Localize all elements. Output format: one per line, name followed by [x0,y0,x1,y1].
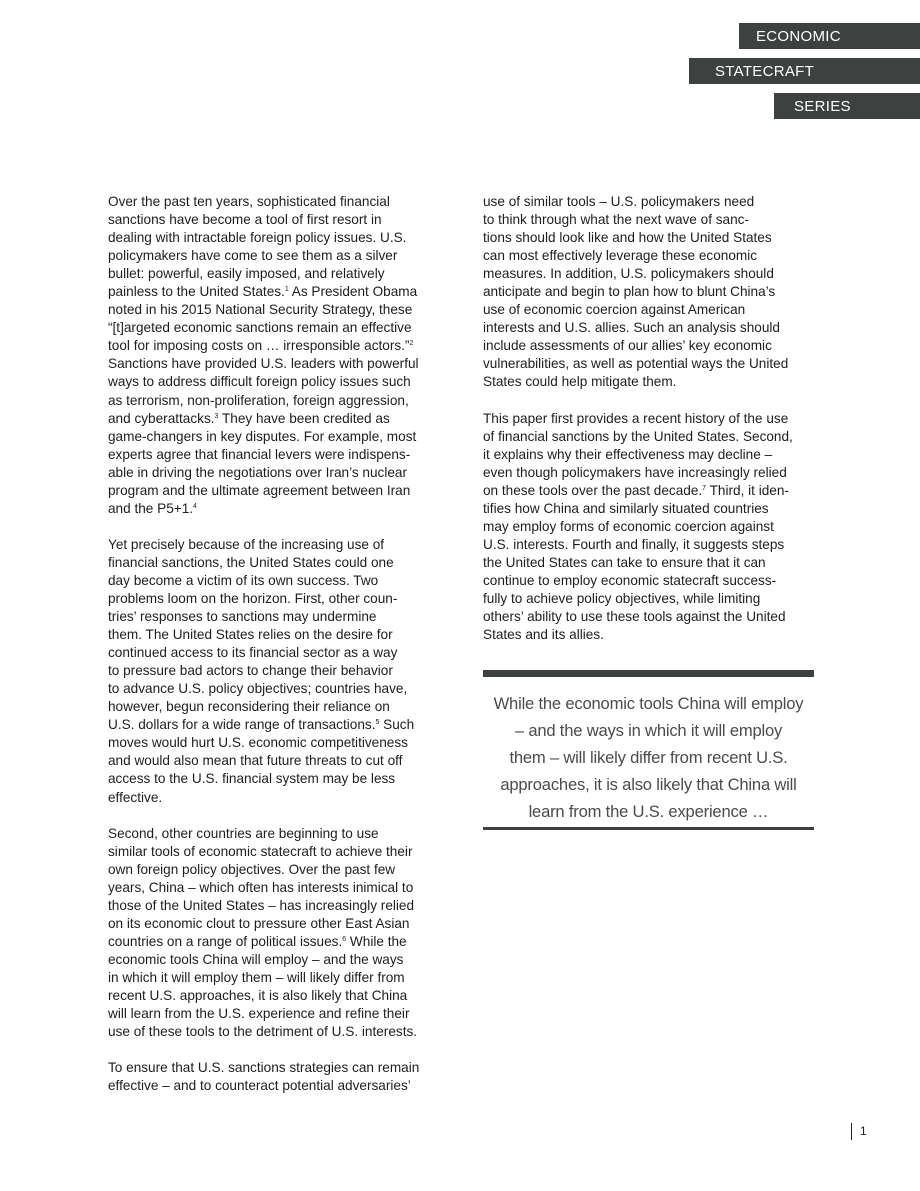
text-line [108,554,460,572]
footnote-marker: 2 [409,340,414,348]
text-line [483,301,829,319]
line-text: ways to address difficult foreign policy issues such [108,374,411,390]
line-text: access to the U.S. financial system may be less [108,771,396,787]
text-line [108,879,460,897]
text-line [483,410,829,428]
text-line [483,572,829,590]
line-text: bullet: powerful, easily imposed, and relatively [108,266,385,282]
text-line [108,608,460,626]
line-text: those of the United States – has increasingly relied [108,897,415,913]
text-line [483,536,829,554]
text-line [108,734,460,752]
text-line [108,626,460,644]
footnote-marker: 7 [702,484,707,492]
text-line [108,1077,460,1095]
pull-quote [483,670,814,830]
paragraph [108,825,460,1042]
line-text: of financial sanctions by the United States. Second, [483,428,793,444]
line-text: policymakers have come to see them as a silver [108,248,398,264]
text-line [108,662,460,680]
line-text: on its economic clout to pressure other East Asian [108,915,410,931]
line-text: Sanctions have provided U.S. leaders with powerful [108,356,419,372]
text-line [108,1023,460,1041]
text-line [483,590,829,608]
text-line [483,464,829,482]
text-line [483,229,829,247]
line-text: program and the ultimate agreement between Iran [108,482,411,498]
pull-quote-line: approaches, it is also likely that China will [500,775,797,794]
text-line [108,410,460,428]
line-text: to advance U.S. policy objectives; countries have, [108,681,408,697]
footnote-marker: 4 [193,502,197,510]
text-line [108,229,460,247]
line-text: States and its allies. [483,627,604,643]
text-line [108,247,460,265]
line-text-continuation: Such [379,717,415,733]
text-line [483,500,829,518]
line-text: and cyberattacks. [108,410,215,426]
text-line [108,915,460,933]
pull-quote-line: learn from the U.S. experience … [528,802,769,821]
line-text: can most effectively leverage these economic [483,248,758,264]
line-text: tries’ responses to sanctions may undermine [108,609,377,625]
line-text: effective. [108,789,163,805]
text-line [108,392,460,410]
line-text: vulnerabilities, as well as potential ways the United [483,356,789,372]
line-text: game-changers in key disputes. For example, most [108,428,417,444]
text-line [108,1059,460,1077]
line-text: U.S. interests. Fourth and finally, it suggests steps [483,536,785,552]
line-text: it explains why their effectiveness may decline – [483,446,773,462]
series-tag-economic: ECONOMIC [739,23,920,49]
line-text: to think through what the next wave of sanc- [483,212,749,228]
line-text: tions should look like and how the United States [483,230,772,246]
footnote-marker: 5 [375,719,380,727]
text-line [108,536,460,554]
line-text: noted in his 2015 National Security Strategy, these [108,302,413,318]
line-text: “[t]argeted economic sanctions remain an effective [108,320,412,336]
text-line [483,319,829,337]
line-text: painless to the United States. [108,284,285,300]
line-text-continuation: They have been credited as [218,410,390,426]
text-line [108,319,460,337]
text-line [108,770,460,788]
line-text: To ensure that U.S. sanctions strategies can remain [108,1060,420,1076]
line-text: countries on a range of political issues. [108,933,343,949]
text-line [108,428,460,446]
text-line [483,446,829,464]
line-text: Second, other countries are beginning to use [108,825,379,841]
line-text: experts agree that financial levers were indispens- [108,446,411,462]
line-text: use of similar tools – U.S. policymakers need [483,194,755,209]
line-text: financial sanctions, the United States could one [108,554,394,570]
text-line [108,825,460,843]
paragraph [108,536,460,807]
text-line [108,680,460,698]
paragraph [108,1059,460,1095]
text-line [108,211,460,229]
line-text: use of economic coercion against American [483,302,746,318]
text-line [483,428,829,446]
series-tag-statecraft: STATECRAFT [689,58,920,84]
footnote-marker: 6 [342,935,347,943]
text-line [483,355,829,373]
text-line [108,752,460,770]
text-line [483,554,829,572]
text-line [108,1005,460,1023]
text-line [108,951,460,969]
line-text: U.S. dollars for a wide range of transactions. [108,717,376,733]
line-text: even though policymakers have increasingly relied [483,464,787,480]
line-text: and would also mean that future threats to cut off [108,753,403,769]
page-number: 1 [851,1123,867,1140]
text-line [108,590,460,608]
line-text: moves would hurt U.S. economic competitiveness [108,735,408,751]
line-text: to pressure bad actors to change their behavior [108,663,393,679]
line-text: fully to achieve policy objectives, while limiting [483,590,761,606]
line-text: Yet precisely because of the increasing use of [108,536,385,552]
line-text: dealing with intractable foreign policy issues. U.S. [108,230,407,246]
line-text: able in driving the negotiations over Iran’s nuclear [108,464,407,480]
paragraph [483,193,829,392]
paragraph [108,193,460,518]
right-text-column [483,193,829,662]
line-text: sanctions have become a tool of first resort in [108,212,382,228]
series-tag-series: SERIES [774,93,920,119]
line-text: Over the past ten years, sophisticated financial [108,194,390,209]
text-line [108,698,460,716]
line-text: however, begun reconsidering their reliance on [108,699,390,715]
line-text-continuation: While the [346,933,407,949]
line-text: may employ forms of economic coercion against [483,518,774,534]
text-line [108,337,460,355]
line-text: anticipate and begin to plan how to blunt China’s [483,284,776,300]
text-line [483,283,829,301]
footnote-marker: 1 [284,286,289,294]
line-text: own foreign policy objectives. Over the past few [108,861,396,877]
line-text: tool for imposing costs on … irresponsible actors.” [108,338,410,354]
text-line [108,644,460,662]
paragraph [483,410,829,645]
text-line [108,373,460,391]
text-line [108,446,460,464]
line-text: This paper first provides a recent history of the use [483,410,789,426]
line-text: recent U.S. approaches, it is also likely that China [108,987,408,1003]
line-text: continue to employ economic statecraft success- [483,572,777,588]
text-line [108,987,460,1005]
line-text: the United States can take to ensure that it can [483,554,766,570]
text-line [483,482,829,500]
line-text: economic tools China will employ – and the ways [108,951,404,967]
line-text: States could help mitigate them. [483,374,677,390]
line-text: interests and U.S. allies. Such an analysis should [483,320,780,336]
line-text: others’ ability to use these tools against the United [483,609,786,625]
line-text-continuation: As President Obama [288,284,418,300]
footnote-marker: 3 [214,412,219,420]
text-line [483,265,829,283]
line-text: will learn from the U.S. experience and refine their [108,1006,410,1022]
line-text: use of these tools to the detriment of U.S. interests. [108,1024,418,1040]
text-line [483,373,829,391]
text-line [108,861,460,879]
text-line [108,355,460,373]
line-text: effective – and to counteract potential adversaries’ [108,1078,411,1094]
text-line [108,464,460,482]
text-line [108,193,460,211]
text-line [108,572,460,590]
text-line [483,626,829,644]
line-text-continuation: Third, it iden- [706,482,789,498]
text-line [108,969,460,987]
text-line [483,337,829,355]
line-text: years, China – which often has interests inimical to [108,879,414,895]
text-line [108,482,460,500]
pull-quote-line: them – will likely differ from recent U.S. [509,748,788,767]
left-text-column [108,193,460,1113]
line-text: continued access to its financial sector as a way [108,645,398,661]
text-line [483,193,829,211]
line-text: day become a victim of its own success. Two [108,572,379,588]
text-line [108,500,460,518]
line-text: on these tools over the past decade. [483,482,703,498]
line-text: in which it will employ them – will likely differ from [108,969,405,985]
text-line [108,789,460,807]
text-line [483,211,829,229]
line-text: problems loom on the horizon. First, other coun- [108,590,398,606]
line-text: measures. In addition, U.S. policymakers should [483,266,774,282]
text-line [483,608,829,626]
text-line [108,843,460,861]
line-text: as terrorism, non-proliferation, foreign aggression, [108,392,409,408]
line-text: similar tools of economic statecraft to achieve their [108,843,413,859]
text-line [108,301,460,319]
pull-quote-line: While the economic tools China will employ [493,694,804,713]
line-text: them. The United States relies on the desire for [108,627,393,643]
line-text: include assessments of our allies’ key economic [483,338,772,354]
text-line [483,518,829,536]
text-line [108,716,460,734]
text-line [108,265,460,283]
line-text: and the P5+1. [108,500,194,516]
text-line [108,283,460,301]
text-line [108,933,460,951]
line-text: tifies how China and similarly situated countries [483,500,769,516]
text-line [483,247,829,265]
text-line [108,897,460,915]
pull-quote-line: – and the ways in which it will employ [514,721,783,740]
